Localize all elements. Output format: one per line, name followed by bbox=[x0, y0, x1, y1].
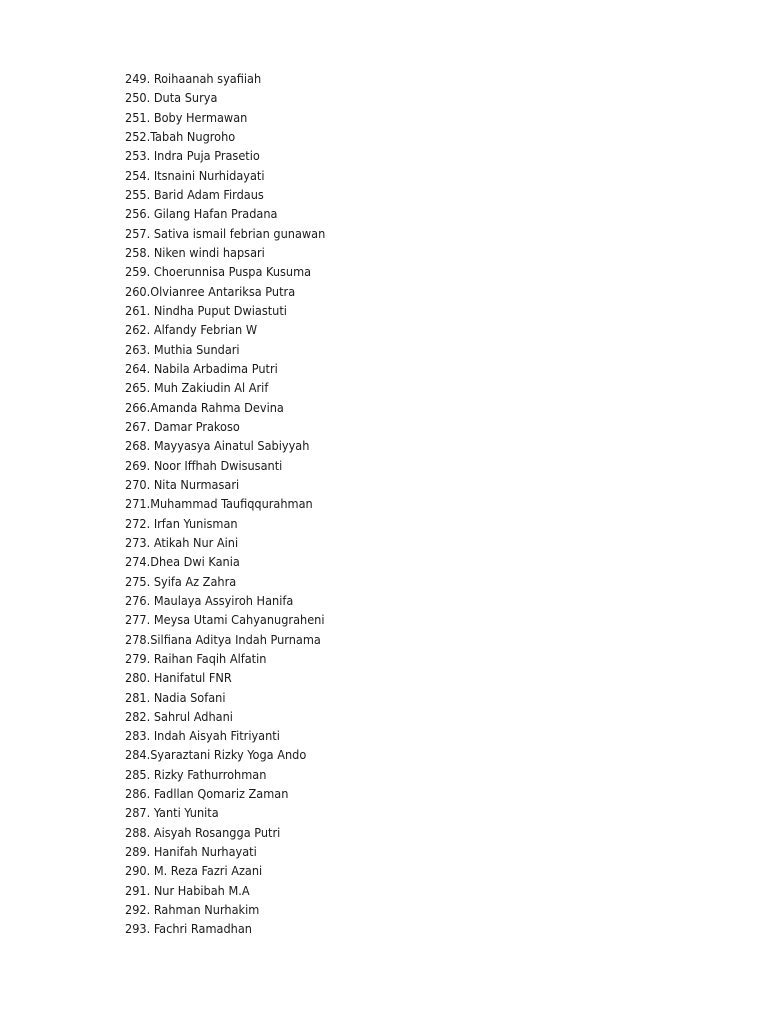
list-item: 252.Tabah Nugroho bbox=[125, 128, 236, 144]
list-item: 288. Aisyah Rosangga Putri bbox=[125, 824, 281, 840]
list-item: 267. Damar Prakoso bbox=[125, 418, 240, 434]
list-item: 263. Muthia Sundari bbox=[125, 341, 240, 357]
list-item: 285. Rizky Fathurrohman bbox=[125, 766, 267, 782]
list-item: 256. Gilang Hafan Pradana bbox=[125, 206, 278, 222]
list-item: 287. Yanti Yunita bbox=[125, 805, 219, 821]
list-item: 254. Itsnaini Nurhidayati bbox=[125, 167, 265, 183]
list-item: 265. Muh Zakiudin Al Arif bbox=[125, 380, 269, 396]
list-item: 264. Nabila Arbadima Putri bbox=[125, 360, 278, 376]
list-item: 258. Niken windi hapsari bbox=[125, 244, 265, 260]
list-item: 289. Hanifah Nurhayati bbox=[125, 844, 257, 860]
list-item: 283. Indah Aisyah Fitriyanti bbox=[125, 728, 280, 744]
list-item: 290. M. Reza Fazri Azani bbox=[125, 863, 263, 879]
list-item: 286. Fadllan Qomariz Zaman bbox=[125, 786, 289, 802]
list-item: 279. Raihan Faqih Alfatin bbox=[125, 650, 267, 666]
list-item: 277. Meysa Utami Cahyanugraheni bbox=[125, 612, 325, 628]
list-item: 261. Nindha Puput Dwiastuti bbox=[125, 302, 287, 318]
list-item: 259. Choerunnisa Puspa Kusuma bbox=[125, 264, 312, 280]
list-item: 271.Muhammad Taufiqqurahman bbox=[125, 496, 313, 512]
list-item: 280. Hanifatul FNR bbox=[125, 670, 232, 686]
list-item: 251. Boby Hermawan bbox=[125, 109, 248, 125]
list-item: 270. Nita Nurmasari bbox=[125, 476, 240, 492]
list-item: 257. Sativa ismail febrian gunawan bbox=[125, 225, 326, 241]
list-item: 269. Noor Iffhah Dwisusanti bbox=[125, 457, 283, 473]
list-item: 250. Duta Surya bbox=[125, 90, 218, 106]
list-item: 292. Rahman Nurhakim bbox=[125, 902, 260, 918]
list-item: 282. Sahrul Adhani bbox=[125, 708, 233, 724]
list-item: 275. Syifa Az Zahra bbox=[125, 573, 237, 589]
list-item: 262. Alfandy Febrian W bbox=[125, 322, 258, 338]
list-item: 291. Nur Habibah M.A bbox=[125, 882, 250, 898]
list-item: 249. Roihaanah syafiiah bbox=[125, 71, 262, 86]
list-item: 255. Barid Adam Firdaus bbox=[125, 186, 264, 202]
list-item: 276. Maulaya Assyiroh Hanifa bbox=[125, 592, 294, 608]
name-list bbox=[125, 69, 325, 939]
list-item: 268. Mayyasya Ainatul Sabiyyah bbox=[125, 438, 310, 454]
list-item: 266.Amanda Rahma Devina bbox=[125, 399, 284, 415]
list-item: 260.Olvianree Antariksa Putra bbox=[125, 283, 296, 299]
list-item: 281. Nadia Sofani bbox=[125, 689, 226, 705]
list-item: 284.Syaraztani Rizky Yoga Ando bbox=[125, 747, 307, 763]
list-item: 272. Irfan Yunisman bbox=[125, 515, 238, 531]
list-item: 273. Atikah Nur Aini bbox=[125, 534, 239, 550]
list-item: 278.Silfiana Aditya Indah Purnama bbox=[125, 631, 321, 647]
list-item: 274.Dhea Dwi Kania bbox=[125, 554, 240, 570]
list-item: 293. Fachri Ramadhan bbox=[125, 921, 252, 937]
list-item: 253. Indra Puja Prasetio bbox=[125, 148, 260, 164]
